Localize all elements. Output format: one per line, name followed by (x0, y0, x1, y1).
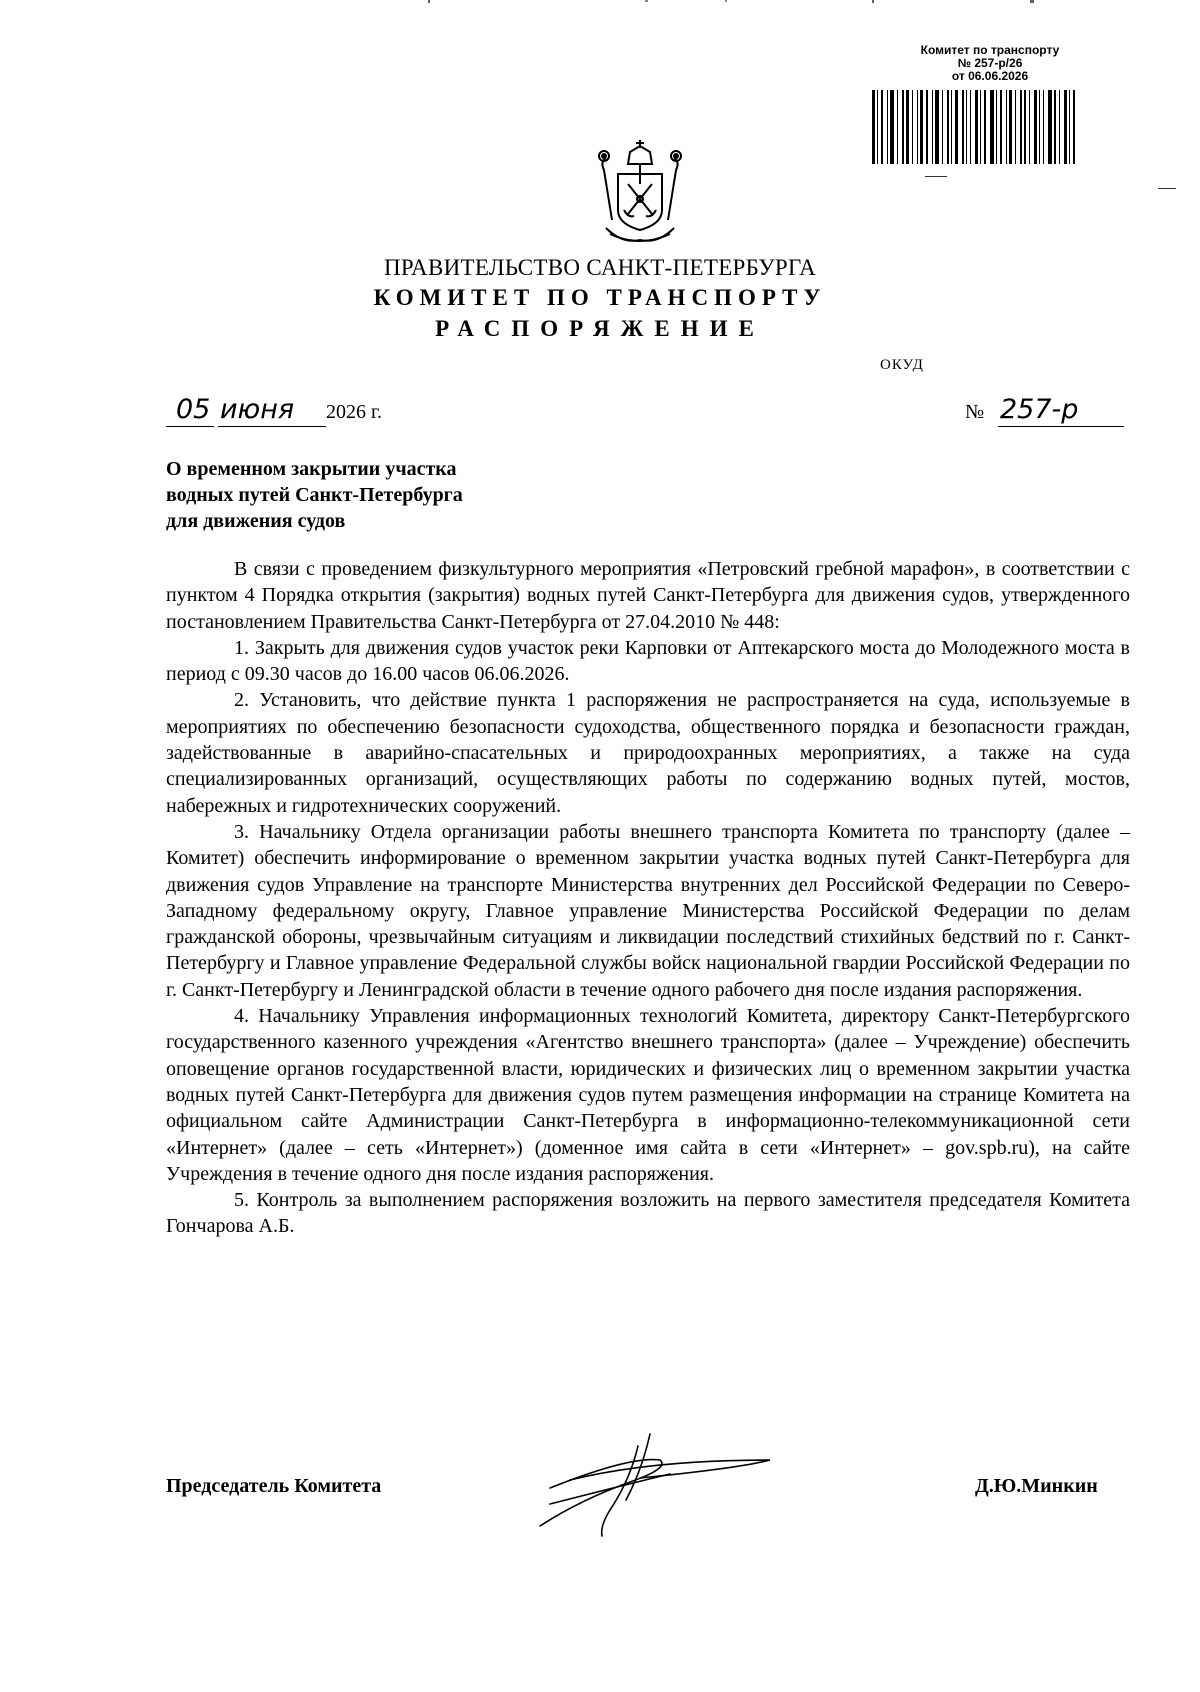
clause-4: 4. Начальнику Управления информационных технологий Комитета, директору Санкт-Петербургского государственного казенного учреждения «Агентство внешнего транспорта» (далее – Учреждение) обеспечить оповещение органов государственной власти, юридических и физических лиц о временном закрытии участка водных путей Санкт-Петербурга для движения судов путем размещения информации на странице Комитета на официальном сайте Администрации Санкт-Петербурга в информационно-телекоммуникационной сети «Интернет» (далее – сеть «Интернет») (доменное имя сайта в сети «Интернет» – gov.spb.ru), на сайте Учреждения в течение одного дня после издания распоряжения. (166, 1005, 1130, 1185)
title-line: О временном закрытии участка (166, 458, 457, 480)
barcode-bar (962, 90, 964, 164)
barcode-bar (984, 90, 986, 164)
date-month: июня (220, 394, 295, 425)
barcode-bar (1006, 90, 1007, 164)
barcode-bar (947, 90, 949, 164)
barcode-bar (1073, 90, 1075, 164)
barcode-bar (881, 90, 883, 164)
committee-heading: КОМИТЕТ ПО ТРАНСПОРТУ (373, 285, 827, 310)
clause-3: 3. Начальнику Отдела организации работы внешнего транспорта Комитета по транспорту (далее – Комитет) обеспечить информирование о временном закрытии участка водных путей Санкт-Петербурга для движения судов Управление на транспорте Министерства внутренних дел Российской Федерации по Северо-Западному федеральному округу, Главное управление Министерства Российской Федерации по делам гражданской обороны, чрезвычайным ситуациям и ликвидации последствий стихийных бедствий по г. Санкт-Петербургу и Главное управление Федеральной службы войск национальной гвардии Российской Федерации по г. Санкт-Петербургу и Ленинградской области в течение одного рабочего дня после издания распоряжения. (166, 820, 1130, 1001)
number-label: № (965, 401, 985, 423)
divider (925, 176, 947, 177)
handwritten-signature (510, 1430, 810, 1540)
underline (218, 426, 326, 427)
barcode-bar (1000, 90, 1002, 164)
stamp-committee: Комитет по транспорту (920, 43, 1060, 57)
barcode-bar (942, 90, 943, 164)
underline (998, 426, 1124, 427)
barcode-bar (920, 90, 923, 164)
barcode-bar (935, 90, 939, 164)
barcode-bar (1009, 90, 1012, 164)
okud-label: ОКУД (880, 357, 924, 373)
barcode-bar (975, 90, 978, 164)
barcode-bar (906, 90, 909, 164)
barcode-bar (877, 90, 878, 164)
barcode-bar (897, 90, 898, 164)
stamp-date: от 06.06.2026 (951, 69, 1029, 83)
divider (1158, 188, 1176, 189)
spb-coat-of-arms-icon (592, 140, 688, 248)
barcode-bar (996, 90, 997, 164)
barcode-bar (1048, 90, 1052, 164)
barcode-bar (1015, 90, 1016, 164)
title-line: водных путей Санкт-Петербурга (166, 484, 463, 506)
title-line: для движения судов (166, 510, 346, 532)
barcode-bar (932, 90, 933, 164)
barcode-bar (1024, 90, 1026, 164)
barcode-bar (1069, 90, 1070, 164)
barcode-bar (1039, 90, 1040, 164)
barcode-bar (1029, 90, 1030, 164)
barcode-bar (955, 90, 958, 164)
barcode-bar (980, 90, 981, 164)
stamp-number: № 257-р/26 (957, 56, 1023, 70)
date-year: 2026 г. (326, 401, 382, 423)
document-number: 257-р (1000, 394, 1079, 425)
clause-2: 2. Установить, что действие пункта 1 распоряжения не распространяется на суда, используемые в мероприятиях по обеспечению безопасности судоходства, общественного порядка и безопасности граждан, задействованные в аварийно-спасательных и природоохранных мероприятиях, а также на суда специализированных организаций, осуществляющих работы по содержанию водных путей, мостов, набережных и гидротехнических сооружений. (166, 689, 1130, 817)
underline (166, 426, 214, 427)
barcode-bar (887, 90, 888, 164)
barcode-bar (970, 90, 971, 164)
clause-5: 5. Контроль за выполнением распоряжения возложить на первого заместителя председателя Комитета Гончарова А.Б. (166, 1189, 1130, 1238)
barcode-bar (917, 90, 918, 164)
barcode-bar (1064, 90, 1067, 164)
signatory-name: Д.Ю.Минкин (975, 1475, 1098, 1497)
barcode (872, 90, 1108, 164)
barcode-bar (912, 90, 913, 164)
document-type-heading: РАСПОРЯЖЕНИЕ (435, 316, 765, 341)
barcode-bar (1020, 90, 1022, 164)
signatory-position: Председатель Комитета (166, 1475, 382, 1497)
barcode-bar (890, 90, 894, 164)
barcode-bar (1059, 90, 1060, 164)
barcode-bar (926, 90, 928, 164)
barcode-bar (966, 90, 967, 164)
document-body (166, 556, 1130, 1240)
date-day: 05 (176, 394, 211, 425)
clause-1: 1. Закрыть для движения судов участок реки Карповки от Аптекарского моста до Молодежного моста в период с 09.30 часов до 16.00 часов 06.06.2026. (166, 636, 1130, 686)
barcode-bar (1054, 90, 1056, 164)
preamble-paragraph: В связи с проведением физкультурного мероприятия «Петровский гребной марафон», в соответствии с пунктом 4 Порядка открытия (закрытия) водных путей Санкт-Петербурга для движения судов, утвержденного постановлением Правительства Санкт-Петербурга от 27.04.2010 № 448: (166, 558, 1130, 633)
document-title (166, 456, 586, 534)
scan-artifacts (420, 0, 1120, 10)
barcode-bar (951, 90, 952, 164)
barcode-bar (1034, 90, 1037, 164)
barcode-bar (872, 90, 875, 164)
barcode-bar (1043, 90, 1044, 164)
barcode-bar (990, 90, 994, 164)
government-heading: ПРАВИТЕЛЬСТВО САНКТ-ПЕТЕРБУРГА (383, 255, 817, 280)
registration-stamp (870, 44, 1110, 83)
barcode-bar (902, 90, 904, 164)
